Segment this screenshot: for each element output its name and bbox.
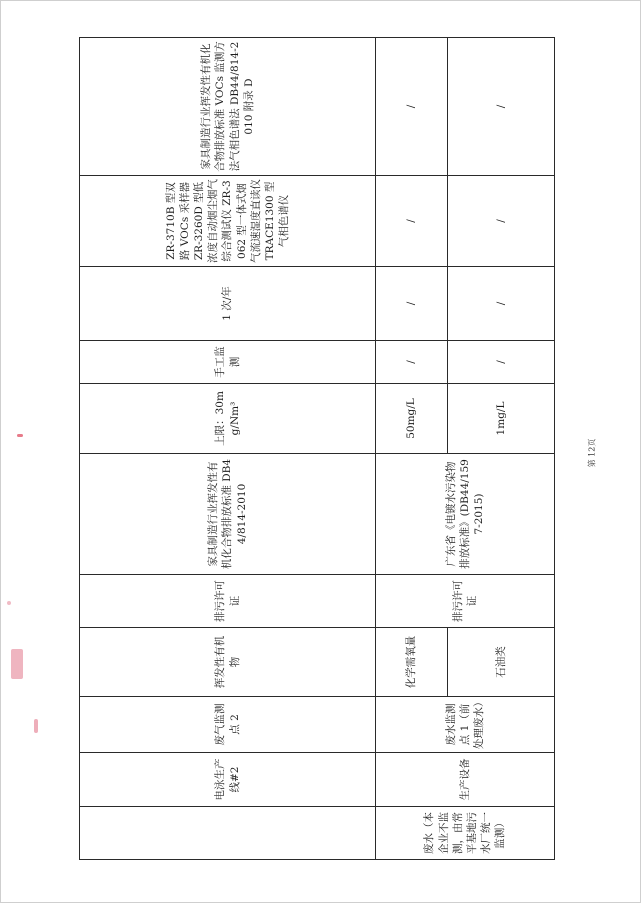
table-cell-limit: 50mg/L: [376, 384, 448, 454]
table-cell-category: 废水（本企业不监测，由常平基地污水厂统一监测）: [376, 807, 555, 860]
table-row: [80, 38, 376, 860]
table-cell-frequency: /: [448, 267, 555, 341]
table-cell-permit: 排污许可证: [80, 575, 376, 628]
table-cell-instrument: ZR-3710B 型双路 VOCs 采样器 ZR-3260D 型低浓度自动烟尘烟气综合测试仪 ZR-3062 型一体式烟气流速湿度直读仪 TRACE1300 型气相色谱仪: [80, 176, 376, 267]
table-cell-category: [80, 807, 376, 860]
table-cell-mode: /: [448, 341, 555, 384]
table-row: [376, 38, 448, 860]
table-cell-mode: 手工监测: [80, 341, 376, 384]
table-cell-standard: 广东省《电镀水污染物排放标准》(DB44/1597-2015): [376, 454, 555, 575]
table-cell-mode: /: [376, 341, 448, 384]
table-cell-method: /: [376, 38, 448, 176]
table-cell-instrument: /: [448, 176, 555, 267]
table-cell-point: 废水监测点 1（前处理废水）: [376, 697, 555, 753]
table-cell-point: 废气监测点 2: [80, 697, 376, 753]
monitoring-table-region: [79, 38, 554, 860]
page-number: 第 12页: [587, 438, 597, 468]
table-cell-method: 家具制造行业挥发性有机化合物排放标准 VOCs 监测方法气相色谱法 DB44/814-2010 附录 D: [80, 38, 376, 176]
monitoring-table-rotated: [79, 38, 554, 860]
table-cell-instrument: /: [376, 176, 448, 267]
scan-mark: [34, 719, 38, 733]
table-cell-method: /: [448, 38, 555, 176]
table-cell-source: 生产设备: [376, 753, 555, 807]
table-cell-pollutant: 化学需氧量: [376, 628, 448, 697]
scan-mark: [7, 601, 11, 605]
table-cell-limit: 1mg/L: [448, 384, 555, 454]
monitoring-table: [79, 37, 555, 860]
table-cell-frequency: /: [376, 267, 448, 341]
table-cell-pollutant: 石油类: [448, 628, 555, 697]
scan-mark: [11, 649, 23, 679]
table-cell-pollutant: 挥发性有机物: [80, 628, 376, 697]
scan-mark: [17, 434, 23, 437]
table-cell-permit: 排污许可证: [376, 575, 555, 628]
table-cell-limit: 上限：30mg/Nm³: [80, 384, 376, 454]
table-cell-source: 电泳生产线#2: [80, 753, 376, 807]
table-cell-frequency: 1 次/年: [80, 267, 376, 341]
table-cell-standard: 家具制造行业挥发性有机化合物排放标准 DB44/814-2010: [80, 454, 376, 575]
